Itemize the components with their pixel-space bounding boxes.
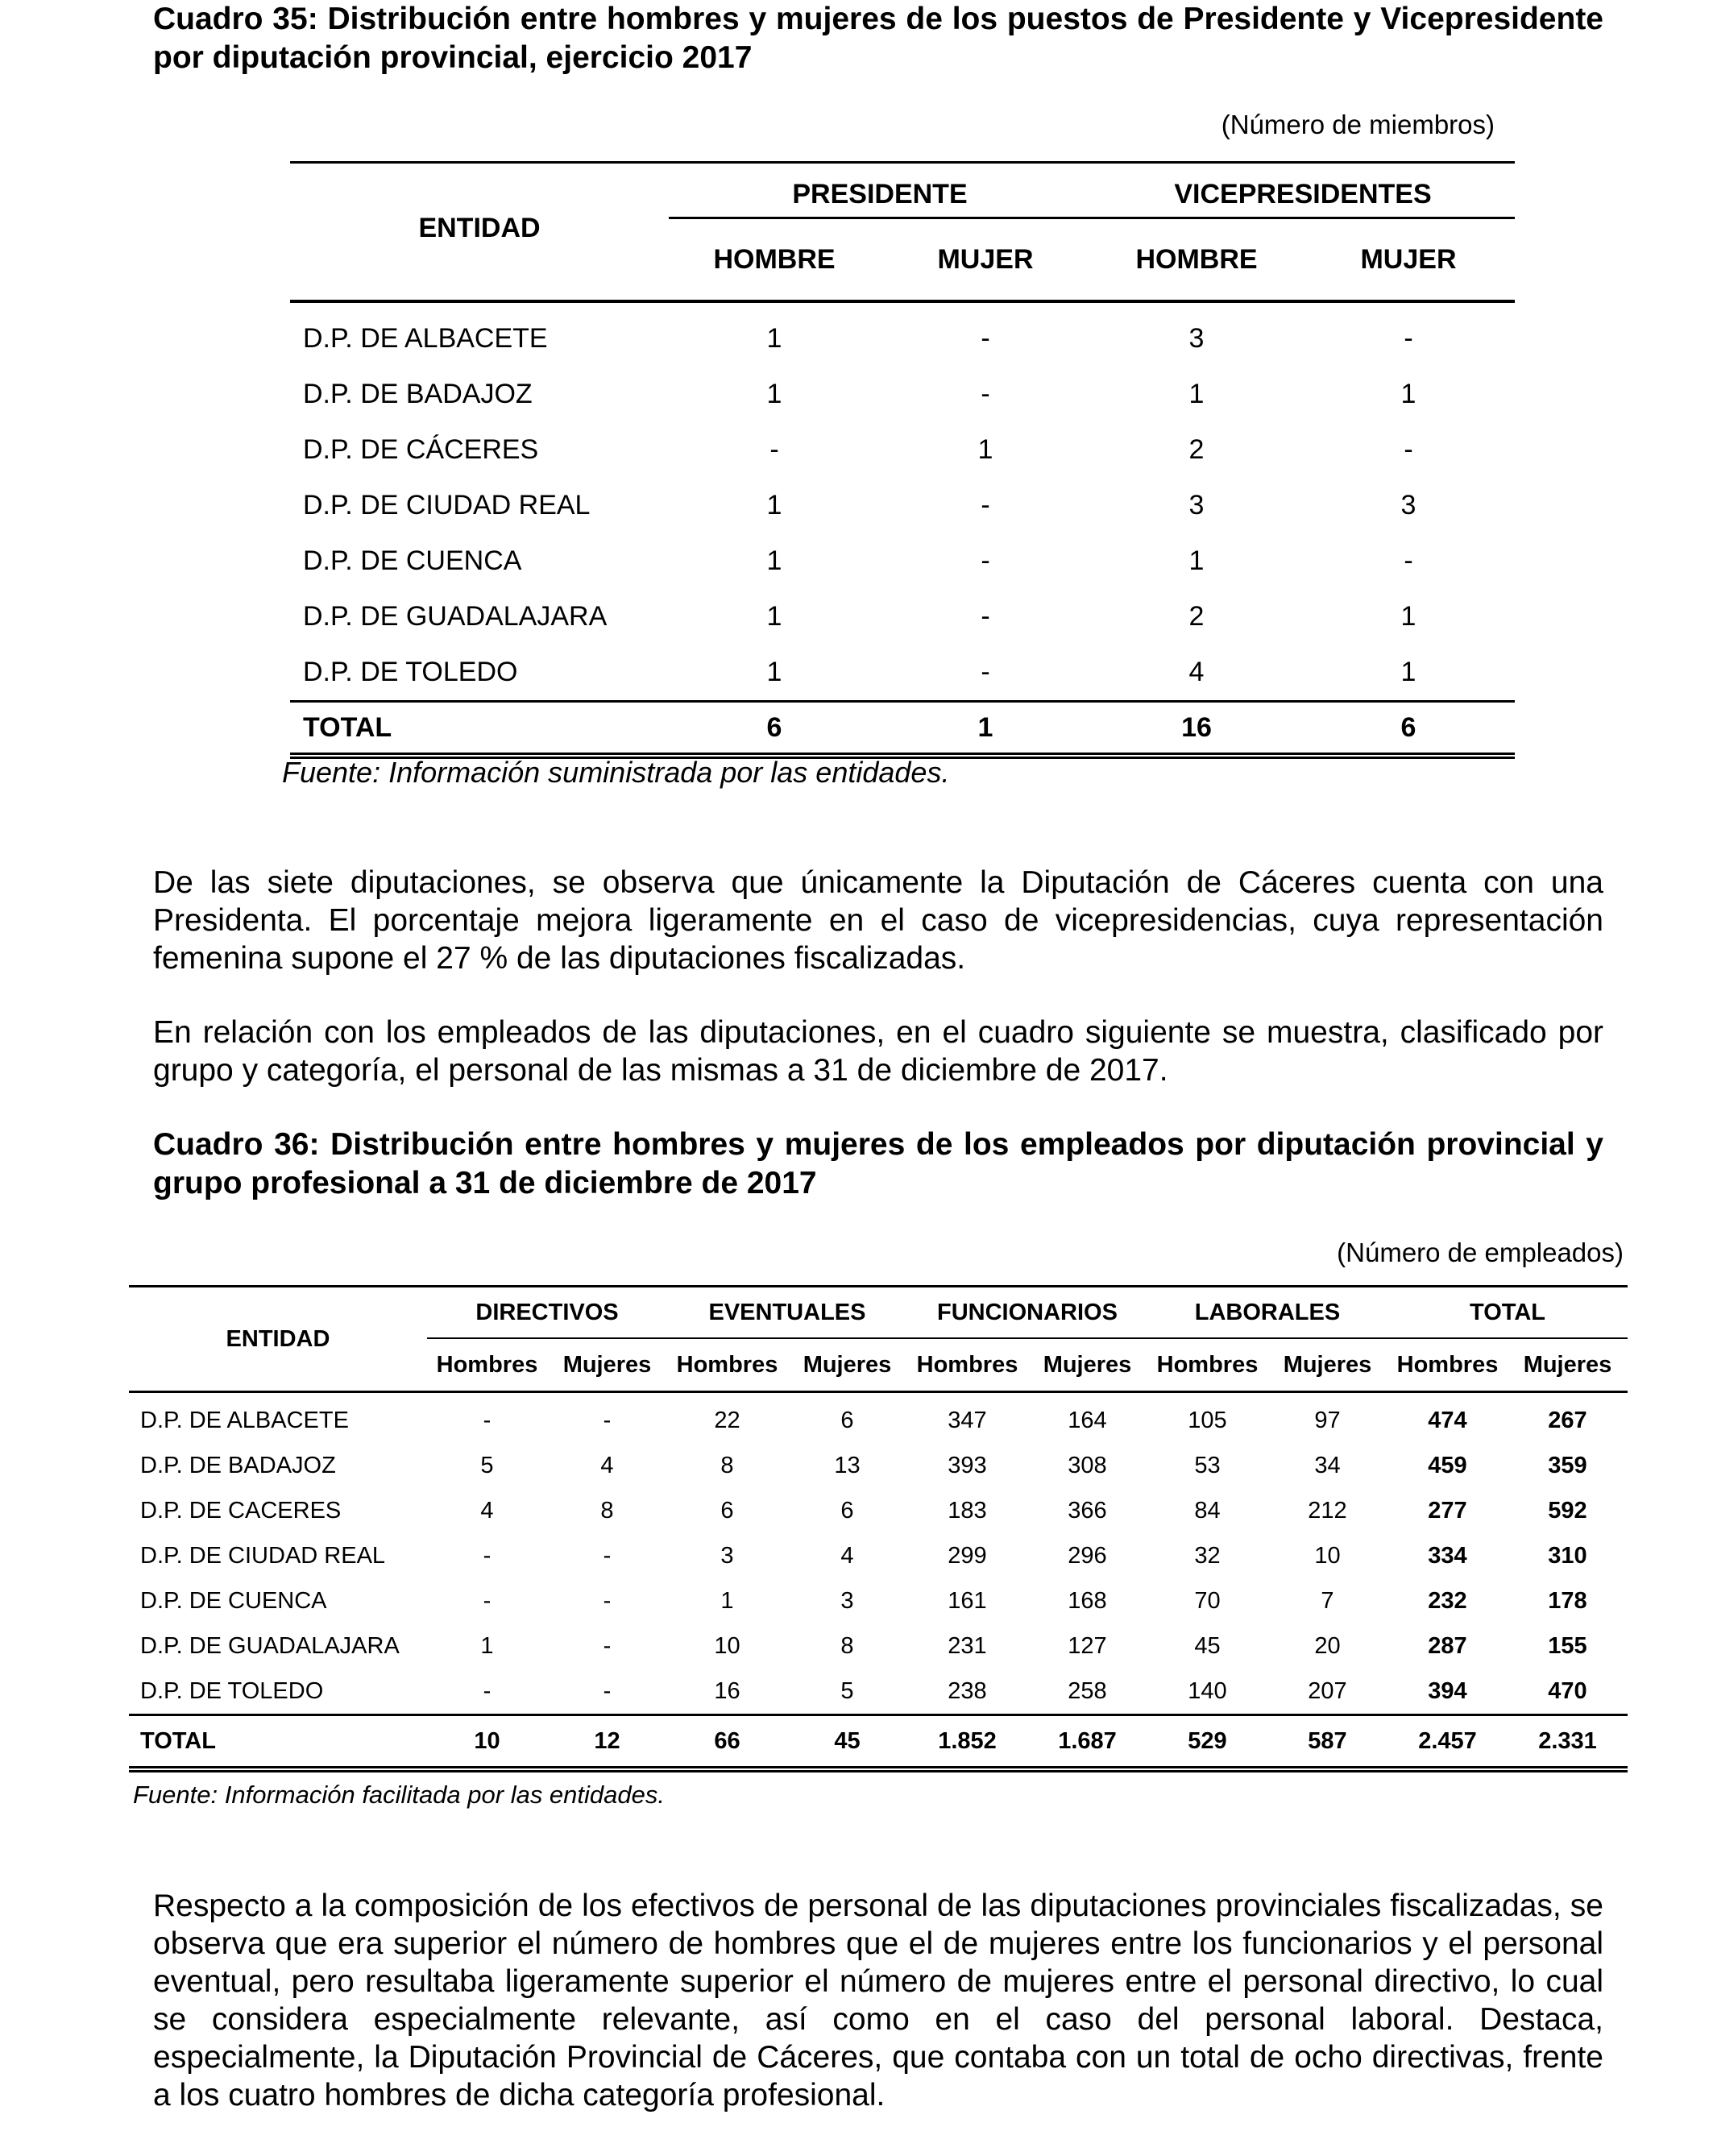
cell: 1 [480,1632,494,1659]
table-row [290,645,1515,702]
cell: 10 [1314,1542,1341,1569]
row-entidad: D.P. DE CIUDAD REAL [140,1542,386,1569]
row-entidad: D.P. DE CIUDAD REAL [303,490,591,520]
total-cell: 587 [1267,1715,1387,1770]
cuadro-35-fuente: Fuente: Información suministrada por las entidades. [282,756,950,789]
total-cell: 12 [547,1715,667,1770]
cell-total: 287 [1428,1632,1467,1659]
cell: 212 [1308,1497,1347,1524]
paragraph-2: En relación con los empleados de las diputaciones, en el cuadro siguiente se muestra, clasificado por grupo y categoría, el personal de las mismas a 31 de diciembre de 2017. [153,1015,1603,1088]
cell: 5 [840,1677,854,1704]
cell: - [603,1542,612,1569]
cell: - [1404,434,1413,465]
header-entidad: ENTIDAD [290,163,669,302]
cuadro-36-table [129,1285,1628,1772]
table-row [129,1488,1628,1533]
subheader-mujer: MUJER [1302,218,1515,302]
total-cell: 1.852 [907,1715,1027,1770]
cuadro-35-units: (Número de miembros) [1221,110,1495,139]
table-row [290,589,1515,645]
table-row [290,367,1515,422]
cell: - [981,323,990,354]
cell: 299 [948,1542,987,1569]
header-vicepresidentes: VICEPRESIDENTES [1091,163,1515,218]
cell: 3 [1188,323,1205,354]
total-cell: 6 [669,702,880,757]
subheader-hombre: HOMBRE [669,218,880,302]
cell: 168 [1068,1587,1107,1614]
cell-total: 470 [1548,1677,1587,1704]
total-label: TOTAL [290,702,669,757]
cell: 4 [840,1542,854,1569]
cell: 1 [1400,379,1416,409]
cell: 1 [1188,379,1205,409]
cell: 6 [720,1497,734,1524]
cell: 1 [977,434,993,465]
total-row [290,702,1515,757]
cell: 1 [1400,657,1416,687]
cell-total: 178 [1548,1587,1587,1614]
cell: 20 [1314,1632,1341,1659]
row-entidad: D.P. DE ALBACETE [140,1407,349,1433]
cell: - [483,1542,492,1569]
row-entidad: D.P. DE CUENCA [303,545,522,576]
header-total: TOTAL [1387,1287,1628,1339]
cell: 97 [1314,1407,1341,1433]
cell: 183 [948,1497,987,1524]
cell: 2 [1188,601,1205,632]
row-entidad: D.P. DE TOLEDO [303,657,518,687]
subheader-mujer: MUJER [880,218,1091,302]
subheader-hombres: Hombres [1387,1338,1508,1392]
cell-total: 232 [1428,1587,1467,1614]
table-row [129,1392,1628,1444]
cell: 393 [948,1452,987,1478]
total-cell: 2.331 [1508,1715,1628,1770]
cell: 231 [948,1632,987,1659]
cell: 84 [1194,1497,1221,1524]
table-row [290,422,1515,478]
cell-total: 155 [1548,1632,1587,1659]
cell: 8 [840,1632,854,1659]
cell: 1 [766,545,782,576]
cell: 105 [1188,1407,1227,1433]
cell: - [981,545,990,576]
cell: 4 [480,1497,494,1524]
cell-total: 474 [1428,1407,1467,1433]
total-row [129,1715,1628,1770]
cell: 161 [948,1587,987,1614]
subheader-mujeres: Mujeres [1027,1338,1147,1392]
table-row [129,1533,1628,1578]
paragraph-3: Respecto a la composición de los efectivos de personal de las diputaciones provinciales fiscalizadas, se observa que era superior el número de hombres que el de mujeres entre los funcionarios y el personal eventual, pero resultaba ligeramente superior el número de mujeres entre el personal directivo, lo cual se considera especialmente relevante, así como en el caso del personal laboral. Destaca, especialmente, la Diputación Provincial de Cáceres, que contaba con un total de ocho directivas, frente a los cuatro hombres de dicha categoría profesional. [153,1889,1603,2112]
cell: 1 [766,601,782,632]
cell: 4 [600,1452,614,1478]
cell: 6 [840,1407,854,1433]
subheader-mujeres: Mujeres [547,1338,667,1392]
cell: - [483,1587,492,1614]
cell: - [603,1587,612,1614]
table-row [290,301,1515,367]
cell: 16 [714,1677,740,1704]
table-row [290,478,1515,533]
subheader-hombres: Hombres [1147,1338,1267,1392]
cell: - [981,657,990,687]
cell: - [483,1407,492,1433]
header-laborales: LABORALES [1147,1287,1387,1339]
cell: 1 [720,1587,734,1614]
cell-total: 394 [1428,1677,1467,1704]
total-cell: 2.457 [1387,1715,1508,1770]
cell: 1 [766,657,782,687]
subheader-hombre: HOMBRE [1091,218,1302,302]
cell: 140 [1188,1677,1227,1704]
cell: - [769,434,779,465]
cell: 1 [766,490,782,520]
row-entidad: D.P. DE BADAJOZ [140,1452,336,1478]
cell-total: 459 [1428,1452,1467,1478]
cell: 3 [1400,490,1416,520]
subheader-hombres: Hombres [427,1338,547,1392]
cell: 1 [766,379,782,409]
header-directivos: DIRECTIVOS [427,1287,667,1339]
cell: 53 [1194,1452,1221,1478]
cuadro-36-units: (Número de empleados) [1337,1238,1624,1267]
cell: 6 [840,1497,854,1524]
cell: 258 [1068,1677,1107,1704]
table-row [290,533,1515,589]
cell: 1 [1188,545,1205,576]
cell: - [981,379,990,409]
total-cell: 10 [427,1715,547,1770]
cell: 3 [720,1542,734,1569]
row-entidad: D.P. DE ALBACETE [303,323,548,354]
cell: 32 [1194,1542,1221,1569]
cell: - [603,1407,612,1433]
cell: - [1404,323,1413,354]
cuadro-36-caption: Cuadro 36: Distribución entre hombres y mujeres de los empleados por diputación provincial y grupo profesional a 31 de diciembre de 2017 [153,1127,1603,1200]
cell: 1 [766,323,782,354]
subheader-mujeres: Mujeres [1508,1338,1628,1392]
row-entidad: D.P. DE GUADALAJARA [303,601,608,632]
total-cell: 529 [1147,1715,1267,1770]
table-row [129,1443,1628,1488]
table-row [129,1669,1628,1715]
cell: 238 [948,1677,987,1704]
row-entidad: D.P. DE CACERES [140,1497,342,1524]
cell: 45 [1194,1632,1221,1659]
cell: 7 [1321,1587,1334,1614]
total-cell: 1.687 [1027,1715,1147,1770]
cell: 164 [1068,1407,1107,1433]
cell: 10 [714,1632,740,1659]
cell: 1 [1400,601,1416,632]
cuadro-35-caption: Cuadro 35: Distribución entre hombres y mujeres de los puestos de Presidente y Vicepresidente por diputación provincial, ejercicio 2017 [153,2,1603,75]
cell: 13 [834,1452,861,1478]
cell: 34 [1314,1452,1341,1478]
total-cell: 66 [667,1715,787,1770]
table-row [129,1623,1628,1669]
row-entidad: D.P. DE CÁCERES [303,434,539,465]
cell-total: 267 [1548,1407,1587,1433]
header-presidente: PRESIDENTE [669,163,1091,218]
cell: 296 [1068,1542,1107,1569]
cell: 366 [1068,1497,1107,1524]
cell: - [981,490,990,520]
cell: 5 [480,1452,494,1478]
subheader-hombres: Hombres [907,1338,1027,1392]
subheader-mujeres: Mujeres [1267,1338,1387,1392]
cell: - [603,1632,612,1659]
cell: - [603,1677,612,1704]
cell-total: 592 [1548,1497,1587,1524]
cell: - [1404,545,1413,576]
cell: - [981,601,990,632]
cell: 22 [714,1407,740,1433]
cuadro-35-table [290,161,1515,759]
row-entidad: D.P. DE TOLEDO [140,1677,324,1704]
row-entidad: D.P. DE BADAJOZ [303,379,533,409]
cell: 8 [720,1452,734,1478]
header-funcionarios: FUNCIONARIOS [907,1287,1147,1339]
paragraph-1: De las siete diputaciones, se observa que únicamente la Diputación de Cáceres cuenta con una Presidenta. El porcentaje mejora ligeramente en el caso de vicepresidencias, cuya representación femenina supone el 27 % de las diputaciones fiscalizadas. [153,865,1603,976]
cuadro-36-fuente: Fuente: Información facilitada por las entidades. [133,1781,665,1809]
cell: 8 [600,1497,614,1524]
header-entidad: ENTIDAD [129,1287,427,1392]
cell-total: 359 [1548,1452,1587,1478]
total-cell: 45 [787,1715,907,1770]
header-eventuales: EVENTUALES [667,1287,907,1339]
row-entidad: D.P. DE GUADALAJARA [140,1632,400,1659]
cell: 308 [1068,1452,1107,1478]
subheader-hombres: Hombres [667,1338,787,1392]
cell-total: 310 [1548,1542,1587,1569]
total-cell: 16 [1091,702,1302,757]
total-cell: 6 [1302,702,1515,757]
cell: 3 [840,1587,854,1614]
cell: 2 [1188,434,1205,465]
total-label: TOTAL [129,1715,427,1770]
subheader-mujeres: Mujeres [787,1338,907,1392]
total-cell: 1 [880,702,1091,757]
cell: 347 [948,1407,987,1433]
cell: - [483,1677,492,1704]
cell: 3 [1188,490,1205,520]
table-row [129,1578,1628,1623]
cell-total: 334 [1428,1542,1467,1569]
row-entidad: D.P. DE CUENCA [140,1587,327,1614]
cell-total: 277 [1428,1497,1467,1524]
cell: 4 [1188,657,1205,687]
cell: 127 [1068,1632,1107,1659]
cell: 207 [1308,1677,1347,1704]
cell: 70 [1194,1587,1221,1614]
